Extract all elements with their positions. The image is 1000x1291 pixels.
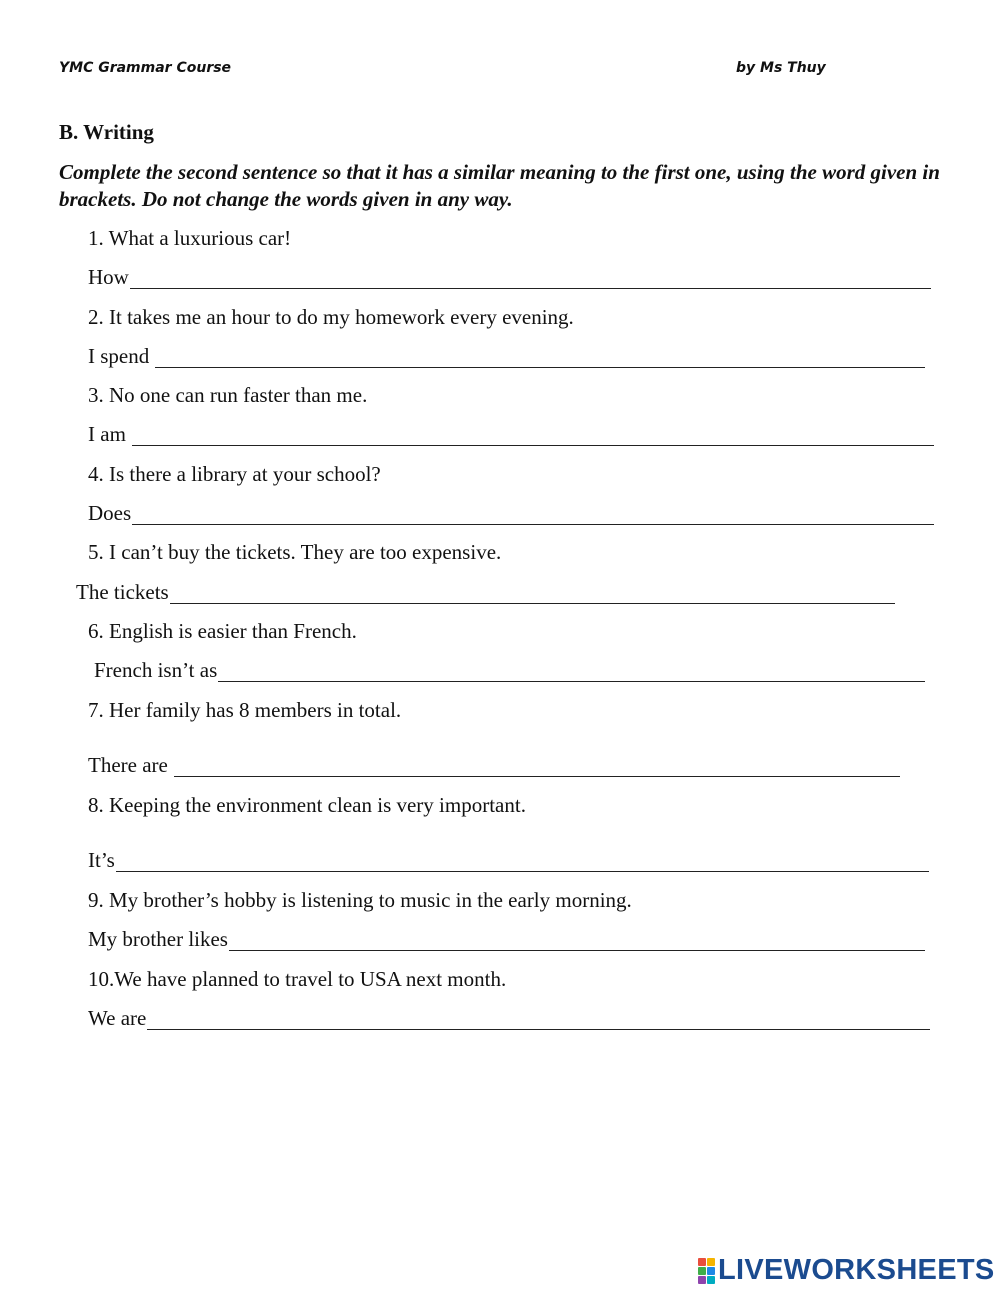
exercise-5-prompt: 5. I can’t buy the tickets. They are too expensive. <box>88 540 502 564</box>
course-title: YMC Grammar Course <box>59 60 232 76</box>
logo-icon-tile <box>707 1258 715 1266</box>
exercise-10-answer-start: We are <box>88 1006 147 1030</box>
exercise-4-answer-start: Does <box>88 501 132 525</box>
logo-icon-tile <box>698 1267 706 1275</box>
exercise-3-answer-row <box>88 422 934 446</box>
exercise-10-prompt: 10.We have planned to travel to USA next month. <box>88 967 507 991</box>
exercise-1-answer-row <box>88 265 931 289</box>
exercise-2-prompt: 2. It takes me an hour to do my homework every evening. <box>88 305 574 329</box>
exercise-6-answer-row <box>94 658 925 682</box>
exercise-10-answer-blank[interactable] <box>147 1009 930 1030</box>
exercise-9-prompt: 9. My brother’s hobby is listening to music in the early morning. <box>88 888 632 912</box>
exercise-8-prompt: 8. Keeping the environment clean is very important. <box>88 793 526 817</box>
exercise-8-answer-start: It’s <box>88 848 115 872</box>
exercise-9-answer-blank[interactable] <box>229 930 925 951</box>
exercise-1-answer-start: How <box>88 265 129 289</box>
exercise-2-answer-blank[interactable] <box>155 347 925 368</box>
exercise-6-answer-blank[interactable] <box>218 661 925 682</box>
exercise-2-answer-start: I spend <box>88 344 150 368</box>
logo-icon-tile <box>698 1258 706 1266</box>
exercise-7-prompt: 7. Her family has 8 members in total. <box>88 698 402 722</box>
exercise-4-prompt: 4. Is there a library at your school? <box>88 462 381 486</box>
exercise-7-answer-start: There are <box>88 753 168 777</box>
section-title: B. Writing <box>59 120 154 144</box>
exercise-6-prompt: 6. English is easier than French. <box>88 619 357 643</box>
exercise-1-answer-blank[interactable] <box>130 268 931 289</box>
exercise-6-answer-start: French isn’t as <box>94 658 218 682</box>
instructions-text: Complete the second sentence so that it has a similar meaning to the first one, using the word given in brackets. Do not change the words given in any way. <box>59 160 940 211</box>
exercise-4-answer-row <box>88 501 934 525</box>
logo-icon-tile <box>698 1276 706 1284</box>
liveworksheets-logo <box>698 1254 995 1287</box>
exercise-3-answer-start: I am <box>88 422 126 446</box>
exercise-3-prompt: 3. No one can run faster than me. <box>88 383 368 407</box>
exercise-5-answer-row <box>76 580 895 604</box>
author-name: by Ms Thuy <box>736 60 826 76</box>
exercise-5-answer-start: The tickets <box>76 580 169 604</box>
exercise-7-answer-blank[interactable] <box>174 756 900 777</box>
exercise-4-answer-blank[interactable] <box>132 504 934 525</box>
exercise-7-answer-row <box>88 753 900 777</box>
logo-icon-tile <box>707 1267 715 1275</box>
liveworksheets-logo-icon <box>698 1258 715 1284</box>
exercise-9-answer-start: My brother likes <box>88 927 228 951</box>
exercise-10-answer-row <box>88 1006 930 1030</box>
exercise-9-answer-row <box>88 927 925 951</box>
exercise-8-answer-row <box>88 848 929 872</box>
exercise-8-answer-blank[interactable] <box>116 851 929 872</box>
exercise-5-answer-blank[interactable] <box>170 583 895 604</box>
exercise-2-answer-row <box>88 344 925 368</box>
exercise-1-prompt: 1. What a luxurious car! <box>88 226 292 250</box>
logo-icon-tile <box>707 1276 715 1284</box>
liveworksheets-logo-text: LIVEWORKSHEETS <box>718 1254 995 1286</box>
exercise-3-answer-blank[interactable] <box>132 425 934 446</box>
